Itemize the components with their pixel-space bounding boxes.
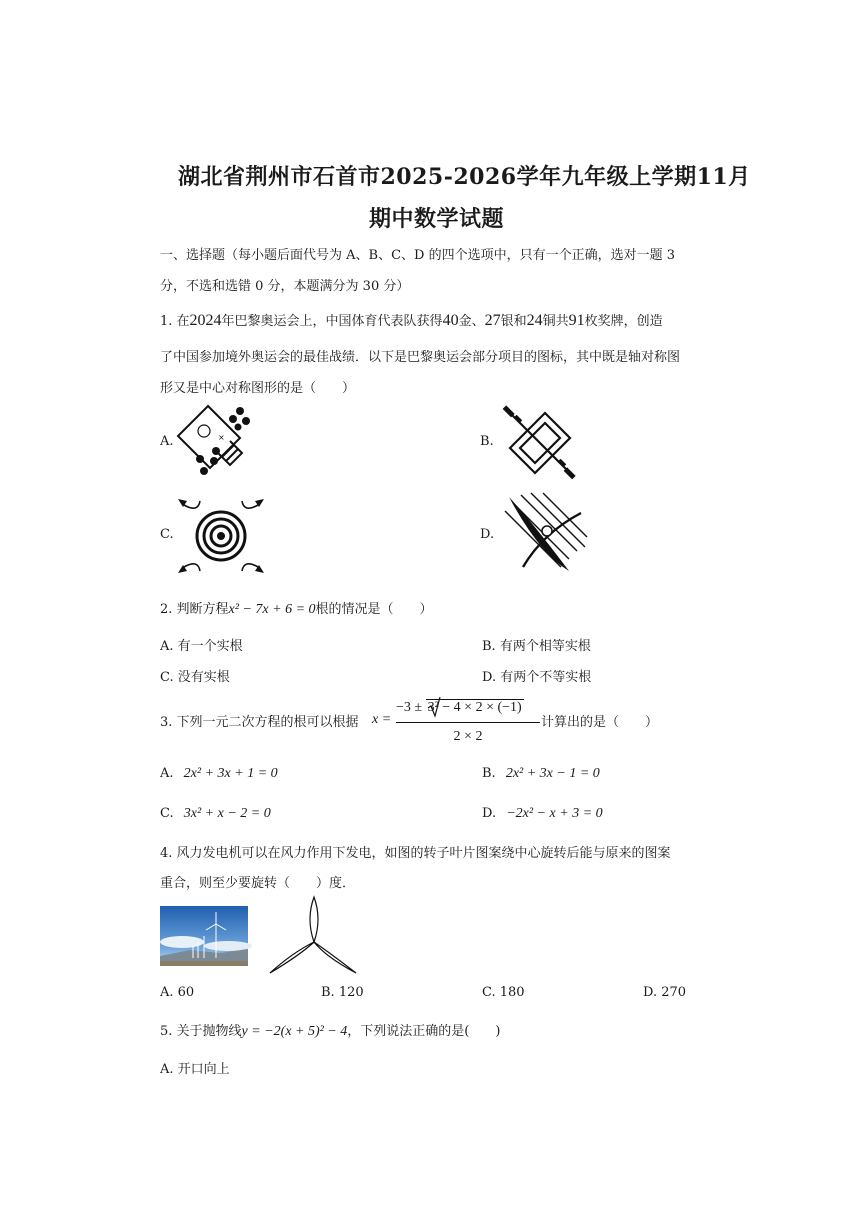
q4-option-d: D. 270	[643, 985, 687, 1000]
q3-option-c-label: C.	[160, 806, 174, 821]
olympic-icon-a	[178, 403, 258, 481]
q4-option-a: A. 60	[160, 985, 195, 1000]
q3-option-a-label: A.	[160, 766, 174, 781]
q1-text-e: 铜共	[542, 314, 569, 329]
q1-option-d-label: D.	[480, 527, 495, 542]
q1-text-a: 1. 在	[160, 314, 190, 329]
olympic-icon-b	[500, 403, 580, 481]
q3-formula-denominator: 2 × 2	[453, 729, 483, 744]
q1-text-d: 银和	[500, 314, 527, 329]
svg-text:×: ×	[218, 433, 225, 442]
q1-option-c-label: C.	[160, 527, 174, 542]
q1-stem-line1	[160, 310, 663, 330]
q3-option-d-equation: −2x² − x + 3 = 0	[506, 806, 603, 821]
q2-option-a: A. 有一个实根	[160, 639, 243, 654]
q1-stem-line2: 了中国参加境外奥运会的最佳战绩．以下是巴黎奥运会部分项目的图标，其中既是轴对称图	[160, 350, 681, 365]
q1-option-a-label: A.	[160, 434, 174, 449]
q3-option-b-equation: 2x² + 3x − 1 = 0	[505, 766, 600, 781]
q1-stem-line3: 形又是中心对称图形的是（ ）	[160, 381, 356, 396]
q4-stem-line1: 4. 风力发电机可以在风力作用下发电，如图的转子叶片图案绕中心旋转后能与原来的图案	[160, 846, 671, 861]
q4-stem-line2: 重合，则至少要旋转（ ）度．	[160, 876, 356, 891]
q2-option-b: B. 有两个相等实根	[482, 639, 591, 654]
q3-text-a: 3. 下列一元二次方程的根可以根据	[160, 715, 359, 730]
q1-gold-count: 40	[442, 312, 459, 329]
q1-total-count: 91	[568, 312, 585, 329]
q3-radical-sign	[428, 696, 442, 718]
q5-text-b: ，下列说法正确的是( )	[347, 1024, 501, 1039]
q1-silver-count: 27	[484, 312, 501, 329]
q3-fraction-bar	[396, 722, 540, 723]
q3-option-a-equation: 2x² + 3x + 1 = 0	[183, 766, 278, 781]
q4-option-b: B. 120	[321, 985, 364, 1000]
q3-formula-num-prefix: −3 ±	[396, 700, 423, 715]
q1-bronze-count: 24	[526, 312, 543, 329]
q1-text-f: 枚奖牌，创造	[584, 314, 663, 329]
q5-stem	[160, 1020, 500, 1040]
q2-text-a: 2. 判断方程	[160, 602, 229, 617]
q4-option-c: C. 180	[482, 985, 525, 1000]
q3-option-d-label: D.	[482, 806, 497, 821]
q1-option-b-label: B.	[480, 434, 494, 449]
q1-text-c: 金、	[458, 314, 485, 329]
q3-option-c	[160, 806, 271, 822]
q3-text-b: 计算出的是（ ）	[541, 715, 659, 730]
wind-turbine-photo	[160, 906, 248, 966]
q3-option-a	[160, 766, 278, 782]
rotor-blade-pattern	[268, 895, 358, 977]
q3-option-b	[482, 766, 600, 782]
q2-text-b: 根的情况是（ ）	[315, 602, 433, 617]
q3-option-c-equation: 3x² + x − 2 = 0	[183, 806, 271, 821]
olympic-icon-d	[503, 493, 587, 577]
q3-formula-lhs: x =	[372, 712, 392, 727]
q3-option-d	[482, 806, 603, 822]
q5-option-a: A. 开口向上	[160, 1062, 230, 1077]
q2-equation: x² − 7x + 6 = 0	[228, 602, 316, 617]
q5-equation: y = −2(x + 5)² − 4	[241, 1024, 348, 1039]
section-instructions-line1: 一、选择题（每小题后面代号为 A、B、C、D 的四个选项中，只有一个正确，选对一题 3	[160, 248, 675, 263]
q1-year: 2024	[189, 312, 222, 329]
q2-stem	[160, 598, 433, 618]
q3-formula-radicand: 3² − 4 × 2 × (−1)	[427, 700, 522, 715]
page-title-line1: 湖北省荆州市石首市2025-2026学年九年级上学期11月	[178, 164, 751, 190]
olympic-icon-c	[178, 495, 264, 577]
q1-text-b: 年巴黎奥运会上，中国体育代表队获得	[221, 314, 443, 329]
q2-option-d: D. 有两个不等实根	[482, 670, 592, 685]
page-title-line2: 期中数学试题	[369, 206, 505, 232]
q3-option-b-label: B.	[482, 766, 496, 781]
q2-option-c: C. 没有实根	[160, 670, 230, 685]
section-instructions-line2: 分，不选和选错 0 分，本题满分为 30 分）	[160, 279, 410, 294]
q5-text-a: 5. 关于抛物线	[160, 1024, 242, 1039]
q3-formula-numerator	[396, 700, 540, 716]
